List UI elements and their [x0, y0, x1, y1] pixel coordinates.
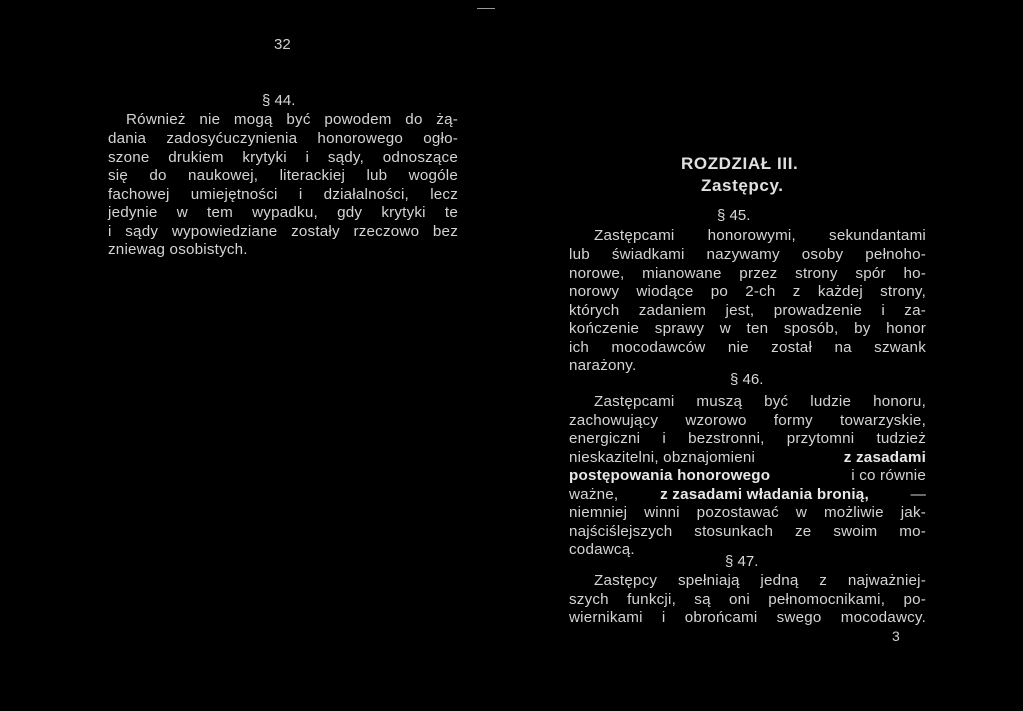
text-line: Zastępcami honorowymi, sekundantami: [594, 227, 926, 244]
emphasis-text: z zasadami: [843, 449, 926, 466]
text-line: których zadaniem jest, prowadzenie i za-: [569, 302, 926, 319]
text-line: [569, 485, 926, 504]
text-line: niemniej winni pozostawać w możliwie jak-: [569, 504, 926, 521]
emphasis-text: z zasadami władania bronią,: [660, 486, 869, 503]
text-line: lub świadkami nazywamy osoby pełnoho-: [569, 246, 926, 263]
text-line: najściślejszych stosunkach ze swoim mo-: [569, 523, 926, 540]
text-line: [569, 466, 926, 485]
chapter-subtitle: Zastępcy.: [701, 176, 784, 195]
text-span: —: [910, 486, 926, 503]
text-line: zniewag osobistych.: [108, 241, 248, 258]
text-line: norowy wiodące po 2-ch z każdej strony,: [569, 283, 926, 300]
emphasis-text: postępowania honorowego: [569, 467, 771, 484]
text-span: ważne,: [569, 486, 619, 503]
section-heading-44: § 44.: [262, 92, 296, 109]
right-page: [505, 0, 1023, 711]
chapter-title: ROZDZIAŁ III.: [681, 154, 799, 173]
text-line: Zastępcy spełniają jedną z najważniej-: [594, 572, 926, 589]
text-line: szone drukiem krytyki i sądy, odnoszące: [108, 149, 458, 166]
text-line: jedynie w tem wypadku, gdy krytyki te: [108, 204, 458, 221]
text-line: [569, 448, 926, 467]
text-line: dania zadosyćuczynienia honorowego ogło-: [108, 130, 458, 147]
text-line: norowe, mianowane przez strony spór ho-: [569, 265, 926, 282]
text-line: się do naukowej, literackiej lub wogóle: [108, 167, 458, 184]
text-line: codawcą.: [569, 541, 635, 558]
text-line: kończenie sprawy w ten sposób, by honor: [569, 320, 926, 337]
text-line: Zastępcami muszą być ludzie honoru,: [594, 393, 926, 410]
text-line: wiernikami i obrońcami swego mocodawcy.: [569, 609, 926, 626]
text-line: Również nie mogą być powodem do żą-: [126, 111, 458, 128]
section-heading-46: § 46.: [730, 371, 764, 388]
text-line: fachowej umiejętności i działalności, lecz: [108, 186, 458, 203]
section-heading-45: § 45.: [717, 207, 751, 224]
text-line: zachowujący wzorowo formy towarzyskie,: [569, 412, 926, 429]
text-line: szych funkcji, są oni pełnomocnikami, po-: [569, 591, 926, 608]
text-span: i co równie: [851, 467, 926, 484]
text-line: narażony.: [569, 357, 637, 374]
text-span: nieskazitelni, obznajomieni: [569, 449, 756, 466]
text-line: ich mocodawców nie został na szwank: [569, 339, 926, 356]
top-edge-line: [477, 8, 495, 9]
section-heading-47: § 47.: [725, 553, 759, 570]
text-line: i sądy wypowiedziane zostały rzeczowo bez: [108, 223, 458, 240]
page-number: 32: [274, 36, 291, 53]
text-line: energiczni i bezstronni, przytomni tudzież: [569, 430, 926, 447]
left-page: [0, 0, 505, 711]
signature-mark: 3: [892, 628, 900, 644]
